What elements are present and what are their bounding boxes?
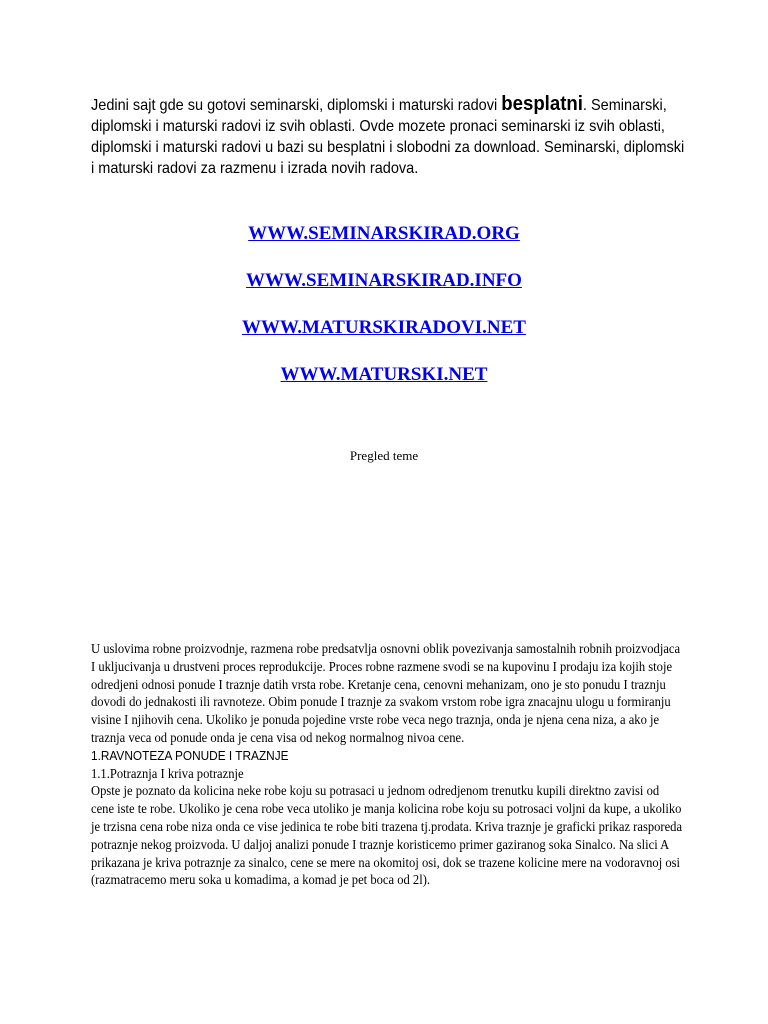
link-maturskiradovi-net[interactable]: WWW.MATURSKIRADOVI.NET bbox=[242, 317, 526, 338]
intro-rest: . Seminarski, diplomski i maturski radovi iz svih oblasti. Ovde mozete pronaci seminarski iz svih oblasti, diplomski i maturski radovi u bazi su besplatni i slobodni za download. Seminarski, diplomski i maturski radovi za razmenu i izrada novih radova. bbox=[91, 97, 685, 177]
intro-line: Jedini sajt gde su gotovi seminarski, diplomski i maturski radovi bbox=[91, 97, 498, 114]
body-paragraph-intro: U uslovima robne proizvodnje, razmena robe predsatvlja osnovni oblik povezivanja samostalnih robnih proizvodjaca I ukljucivanja u drustveni proces reprodukcije. Proces robne razmene svodi se na kupovinu I prodaju iza kojih stoje odredjeni odnosi ponude I traznje datih vrsta robe. Kretanje cena, cenovni mehanizam, ono je sto ponudu I traznju dovodi do jednakosti ili ravnoteze. Obim ponude I traznje za svakom vrstom robe igra znacajnu ulogu u formiranju visine I njihovih cena. Ukoliko je ponuda pojedine vrste robe veca nego traznja, onda je njena cena niza, a ako je traznja veca od ponude onda je cena visa od nekog normalnog nivoa cene. bbox=[91, 641, 681, 745]
link-seminarskirad-org[interactable]: WWW.SEMINARSKIRAD.ORG bbox=[248, 223, 520, 244]
link-seminarskirad-info[interactable]: WWW.SEMINARSKIRAD.INFO bbox=[246, 270, 522, 291]
subsection-heading: 1.1.Potraznja I kriva potraznje bbox=[91, 765, 244, 781]
intro-paragraph bbox=[91, 94, 691, 179]
body-text bbox=[91, 640, 683, 889]
link-maturski-net[interactable]: WWW.MATURSKI.NET bbox=[280, 364, 488, 385]
body-paragraph-demand: Opste je poznato da kolicina neke robe koju su potrasaci u jednom odredjenom trenutku kupili direktno zavisi od cene iste te robe. Ukoliko je cena robe veca utoliko je manja kolicina robe koju su potrosaci voljni da kupe, a ukoliko je trzisna cena robe niza onda ce vise jedinica te robe biti trazena tj.prodata. Kriva traznje je graficki prikaz rasporeda potraznje nekog proizvoda. U daljoj analizi ponude I traznje koristicemo primer gaziranog soka Sinalco. Na slici A prikazana je kriva potraznje za sinalco, cene se mere na okomitoj osi, dok se trazene kolicine mere na vodoravnoj osi (razmatracemo meru soka u komadima, a komad je pet boca od 2l). bbox=[91, 783, 683, 888]
section-heading: 1.RAVNOTEZA PONUDE I TRAZNJE bbox=[91, 747, 289, 763]
section-subtitle: Pregled teme bbox=[349, 448, 419, 463]
website-links bbox=[0, 224, 768, 412]
intro-emphasis: besplatni bbox=[501, 93, 583, 115]
